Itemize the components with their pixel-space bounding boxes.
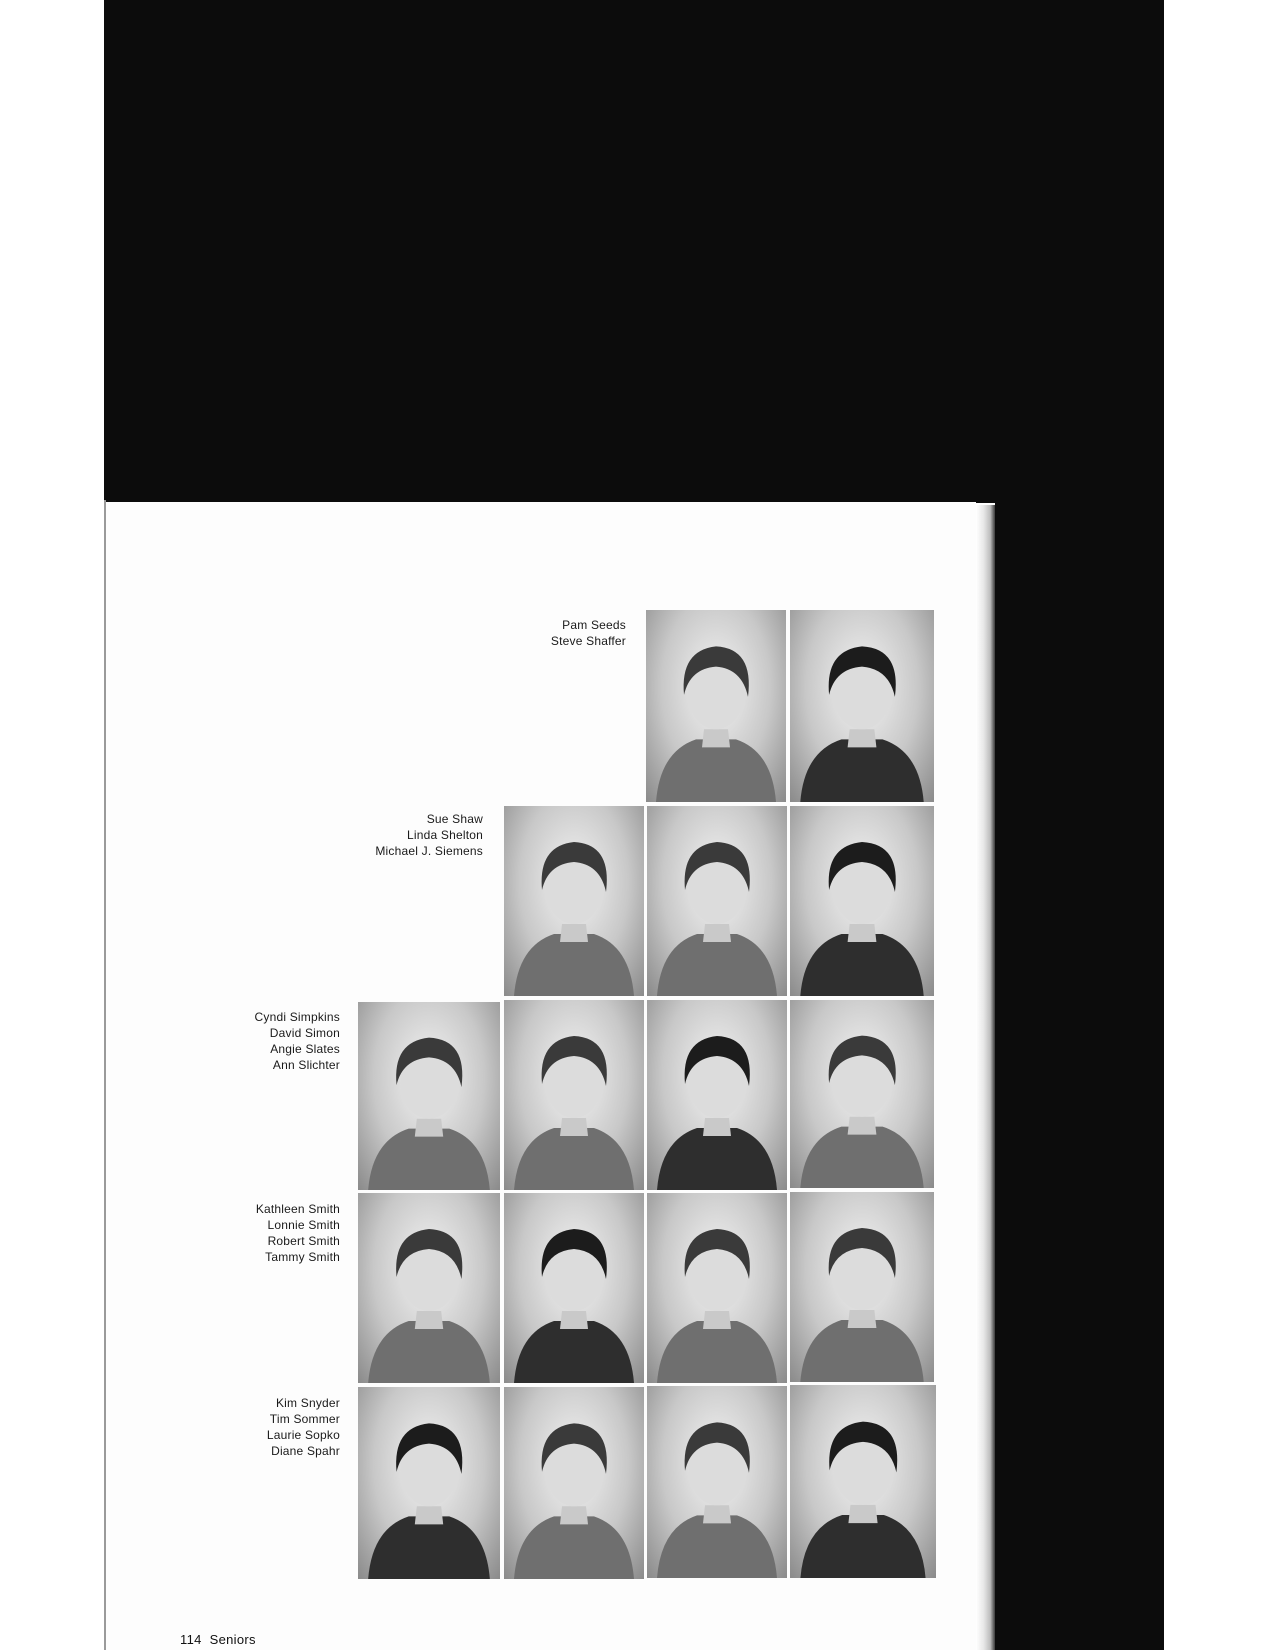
portrait-photo [647, 1193, 787, 1383]
portrait-silhouette [646, 610, 786, 802]
student-name: Kim Snyder [275, 1396, 340, 1410]
student-name: Steve Shaffer [550, 634, 626, 648]
portrait-silhouette [790, 610, 934, 802]
portrait-photo [358, 1193, 500, 1383]
portrait-silhouette [504, 1000, 644, 1190]
student-name: Tim Sommer [269, 1412, 340, 1426]
student-name: Cyndi Simpkins [254, 1010, 340, 1024]
portrait-silhouette [790, 806, 934, 996]
portrait-silhouette [504, 806, 644, 996]
portrait-photo [790, 1000, 934, 1188]
student-name: Angie Slates [270, 1042, 340, 1056]
section-name: Seniors [209, 1632, 256, 1647]
student-name: Kathleen Smith [255, 1202, 340, 1216]
name-list-row-1 [551, 617, 626, 649]
portrait-silhouette [647, 1386, 787, 1578]
portrait-photo [504, 1000, 644, 1190]
portrait-silhouette [358, 1002, 500, 1190]
student-name: Laurie Sopko [266, 1428, 340, 1442]
portrait-photo [646, 610, 786, 802]
scan-background-right [995, 495, 1164, 1650]
page-edge-left [104, 500, 106, 1650]
portrait-photo [504, 806, 644, 996]
name-list-row-3 [255, 1009, 341, 1073]
portrait-silhouette [790, 1000, 934, 1188]
scan-background-top [104, 0, 1164, 503]
student-name: David Simon [269, 1026, 340, 1040]
name-list-row-4 [256, 1201, 340, 1265]
portrait-photo [647, 1386, 787, 1578]
portrait-silhouette [647, 806, 787, 996]
portrait-silhouette [504, 1387, 644, 1579]
portrait-photo [358, 1002, 500, 1190]
portrait-silhouette [647, 1000, 787, 1190]
portrait-photo [790, 1192, 934, 1382]
portrait-silhouette [647, 1193, 787, 1383]
student-name: Lonnie Smith [267, 1218, 340, 1232]
student-name: Linda Shelton [407, 828, 483, 842]
portrait-photo [790, 610, 934, 802]
portrait-photo [504, 1193, 644, 1383]
portrait-photo [647, 1000, 787, 1190]
student-name: Ann Slichter [272, 1058, 340, 1072]
portrait-silhouette [790, 1385, 936, 1578]
portrait-silhouette [358, 1193, 500, 1383]
name-list-row-2 [375, 811, 483, 859]
portrait-photo [790, 806, 934, 996]
portrait-photo [647, 806, 787, 996]
page-number: 114 [180, 1632, 202, 1647]
portrait-photo [504, 1387, 644, 1579]
page-binding-shadow [976, 505, 995, 1650]
student-name: Sue Shaw [426, 812, 483, 826]
student-name: Tammy Smith [265, 1250, 340, 1264]
student-name: Michael J. Siemens [375, 844, 483, 858]
portrait-photo [358, 1387, 500, 1579]
portrait-photo [790, 1385, 936, 1578]
student-name: Pam Seeds [562, 618, 626, 632]
portrait-silhouette [790, 1192, 934, 1382]
portrait-silhouette [504, 1193, 644, 1383]
page-footer [180, 1632, 256, 1647]
name-list-row-5 [267, 1395, 340, 1459]
student-name: Diane Spahr [271, 1444, 340, 1458]
portrait-silhouette [358, 1387, 500, 1579]
student-name: Robert Smith [267, 1234, 340, 1248]
